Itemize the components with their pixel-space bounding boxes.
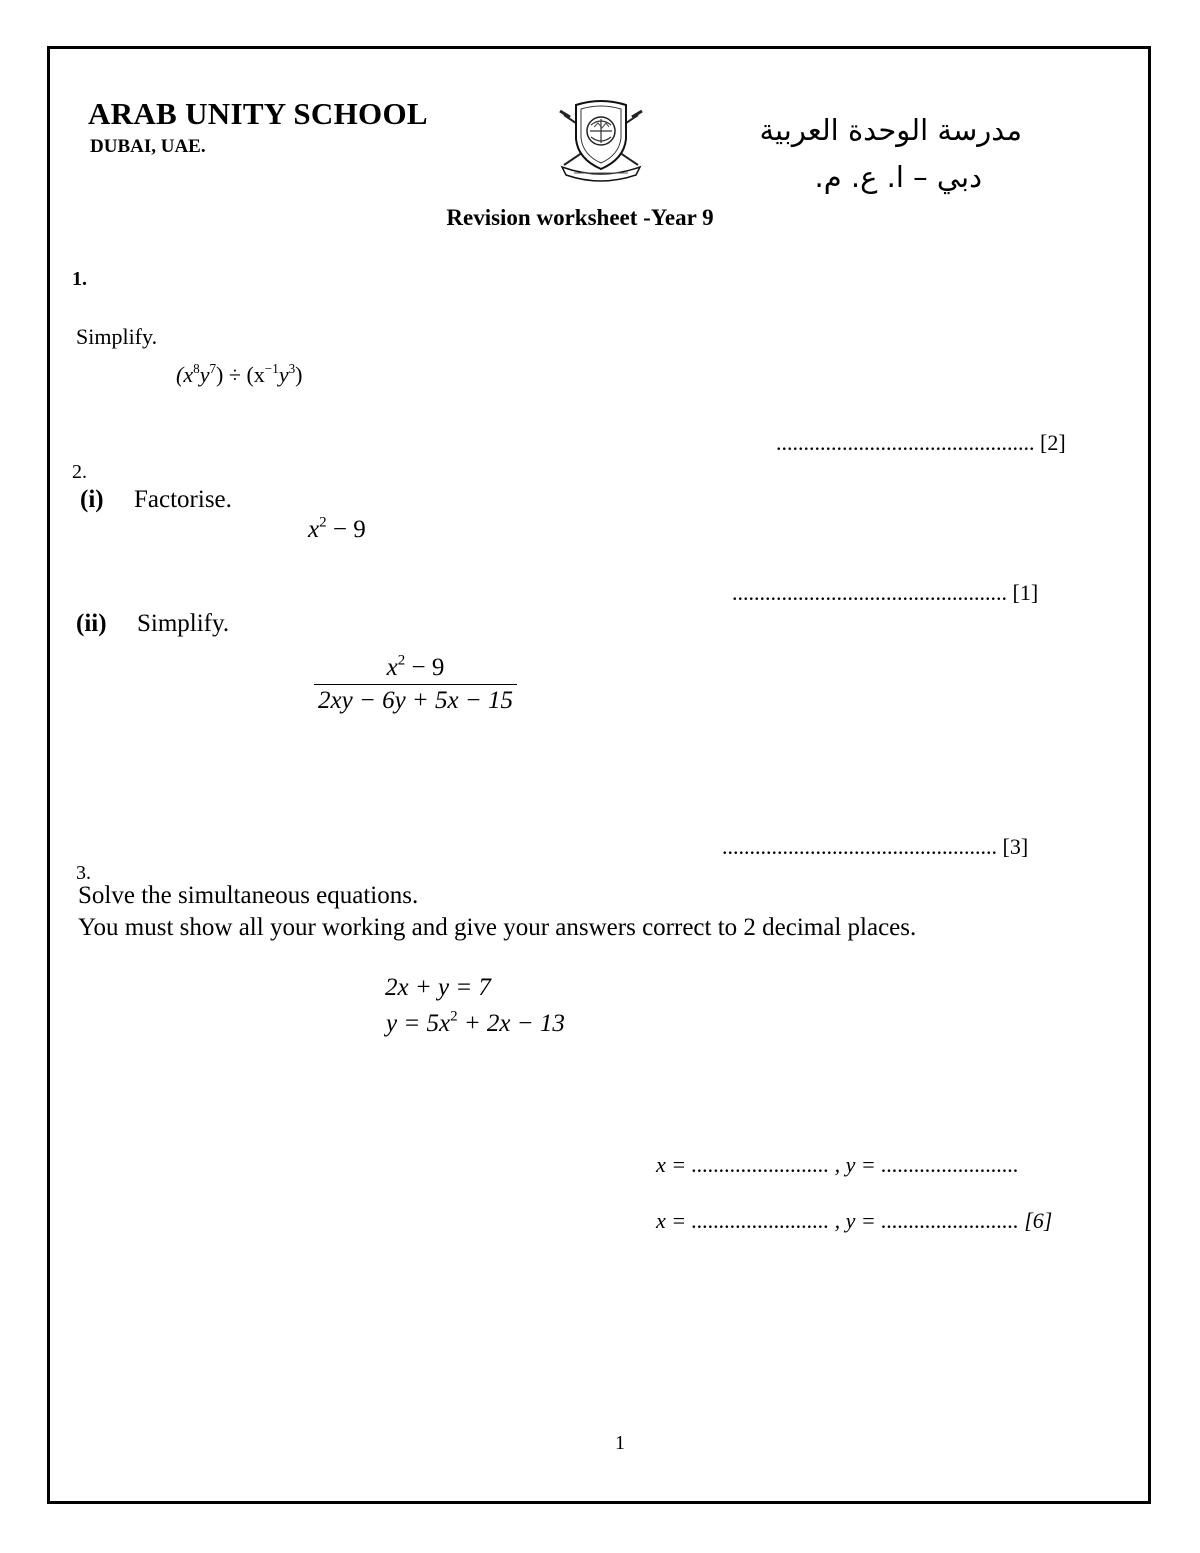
question-3-answer-row-2: x = ......................... , y = ......................... [6] (656, 1208, 1053, 1233)
question-2-number: 2. (72, 461, 87, 483)
question-3-answer-row-1: x = ......................... , y = ......................... (656, 1152, 1019, 1177)
question-1-instruction: Simplify. (76, 324, 158, 349)
school-location-english: DUBAI, UAE. (90, 136, 206, 157)
question-3-equation-2: $y = 5x^2 + 2x - 13$ (386, 1008, 565, 1037)
question-3-number: 3. (76, 862, 91, 884)
page-border (47, 46, 1151, 1504)
question-1-answer-line: ............................................... [2] (776, 430, 1066, 455)
question-2i-instruction: Factorise. (134, 486, 232, 513)
question-2i-label: (i) (80, 486, 104, 513)
fraction-denominator: 2xy − 6y + 5x − 15 (318, 687, 513, 714)
question-2i-answer-line: .................................................. [1] (732, 580, 1039, 605)
question-1-expression: $(x^8y^7) \div (x^{-1}y^3)$ (176, 360, 303, 387)
school-crest-icon (554, 95, 648, 183)
question-2ii-label: (ii) (76, 610, 107, 637)
question-3-instruction-1: Solve the simultaneous equations. (78, 882, 419, 909)
question-2ii-answer-line: .................................................. [3] (722, 834, 1029, 859)
school-name-english: ARAB UNITY SCHOOL (88, 96, 428, 131)
question-3-instruction-2: You must show all your working and give your answers correct to 2 decimal places. (78, 914, 917, 941)
worksheet-title: Revision worksheet -Year 9 (446, 205, 714, 230)
school-location-arabic: دبي – ا. ع. م. (814, 160, 982, 194)
question-1-number: 1. (72, 268, 87, 290)
school-name-arabic: مدرسة الوحدة العربية (759, 113, 1022, 147)
page-number: 1 (615, 1432, 625, 1454)
question-2i-expression: $x^2 - 9$ (308, 514, 366, 543)
fraction-numerator: $x^2 - 9$ (314, 654, 517, 685)
question-2ii-fraction (314, 654, 517, 715)
question-3-equation-1: 2x + y = 7 (385, 974, 491, 1001)
question-2ii-instruction: Simplify. (137, 610, 230, 637)
